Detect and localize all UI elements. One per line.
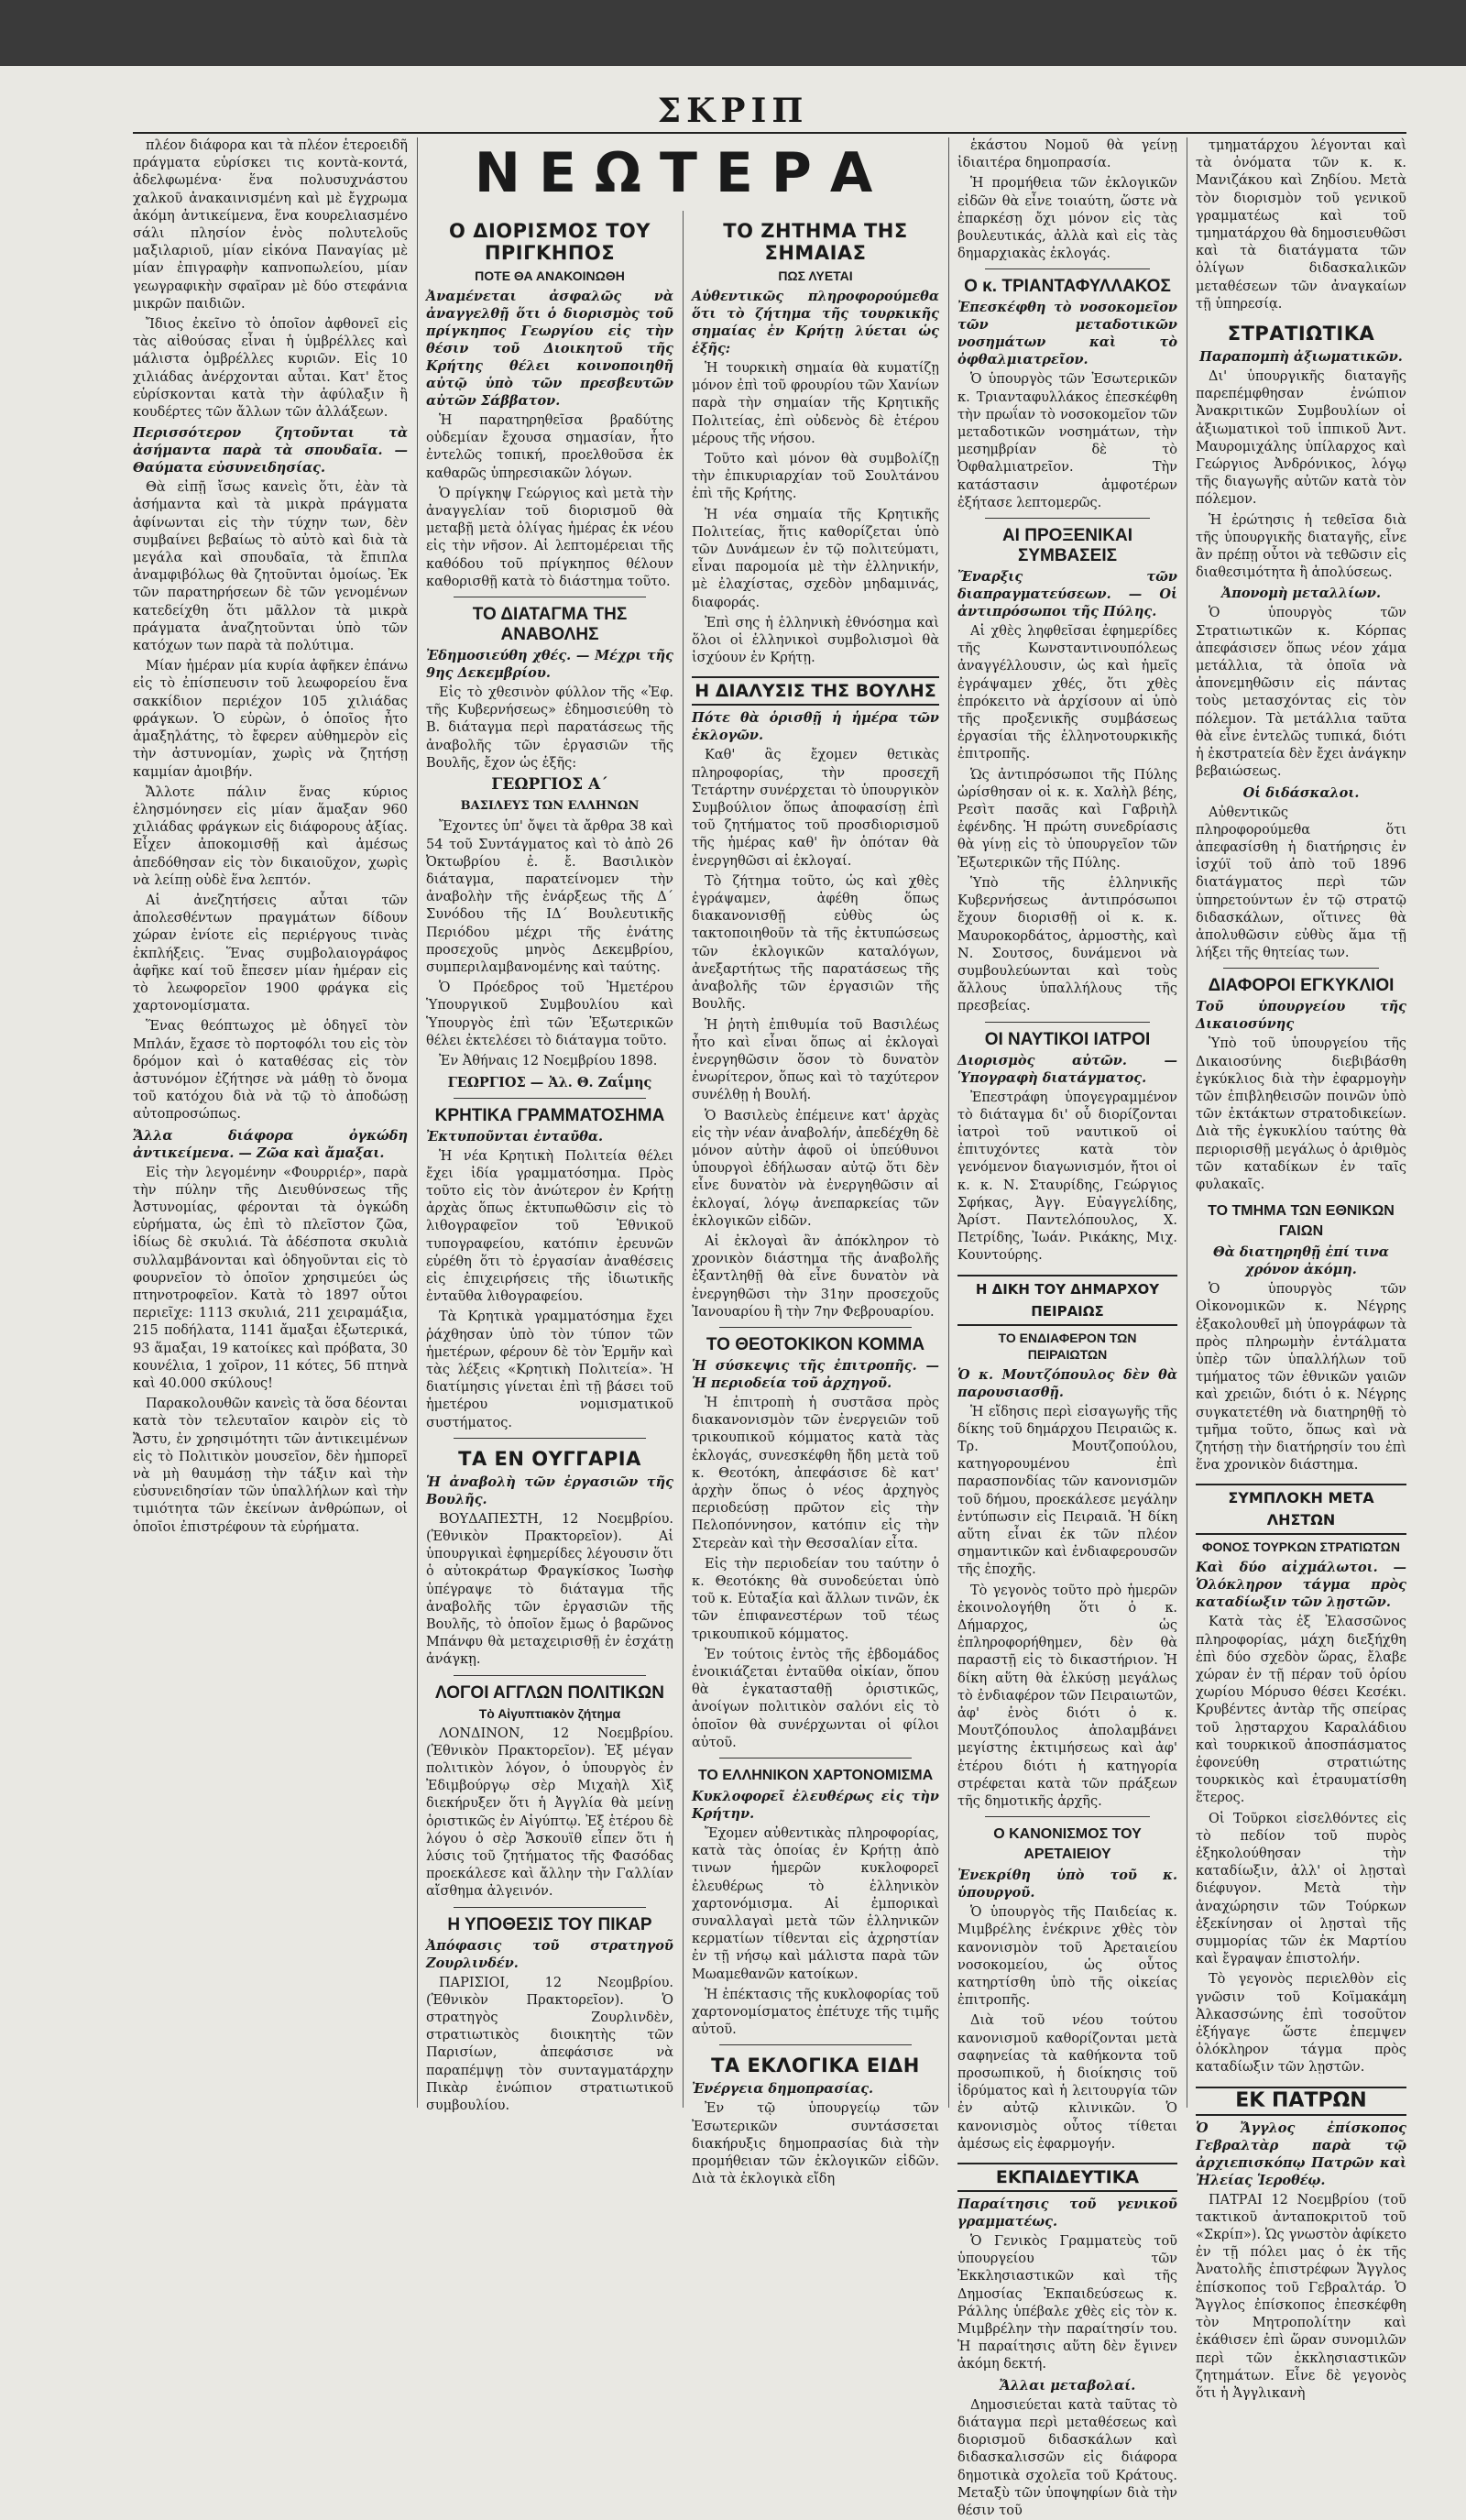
col3-paragraph: Τοῦτο καὶ μόνον θὰ συμβολίζῃ τὴν ἐπικυριαρχίαν τοῦ Σουλτάνου ἐπὶ τῆς Κρήτης. [692, 452, 939, 502]
col4-paragraph: Ἡ εἴδησις περὶ εἰσαγωγῆς τῆς δίκης τοῦ δημάρχου Πειραιῶς κ. Τρ. Μουτζοπούλου, κατηγορουμένου ἐπὶ παρασπονδίας τῶν κανονισμῶν τοῦ δήμου, προεκάλεσε μεγάλην ἐντύπωσιν εἰς Πειραιᾶ. Ἡ δίκη αὕτη εἶναι ἐκ τῶν πλέον σημαντικῶν καὶ ἐνδιαφερουσῶν τῆς ἐποχῆς. [957, 1404, 1177, 1578]
col3-paragraph: Ἡ νέα σημαία τῆς Κρητικῆς Πολιτείας, ἥτις καθορίζεται ὑπὸ τῶν Δυνάμεων ἐν τῷ πολιτεύματι, εἶναι παρομοία μὲ τὴν ἑλληνικήν, μὲ ἐλαχίστας, σχεδὸν μηδαμινάς, διαφοράς. [692, 507, 939, 610]
article-title-theotokis: ΤΟ ΘΕΟΤΟΚΙΚΟΝ ΚΟΜΜΑ [706, 1334, 925, 1354]
column-divider [683, 211, 684, 2108]
col5-paragraph: Αὐθεντικῶς πληροφορούμεθα ὅτι ἀπεφασίσθη ἡ διατήρησις ἐν ἰσχύϊ τοῦ ἀπὸ τοῦ 1896 διατάγματος περὶ τῶν ὑπηρετούντων ἐν τῷ στρατῷ διδασκάλων, οἵτινες θὰ ἀπολυθῶσιν εὐθὺς ἅμα τῇ λήξει τῆς θητείας των. [1196, 805, 1406, 961]
divider [985, 518, 1150, 519]
column-2 [426, 211, 673, 2114]
article-lede: Ἀπόφασις τοῦ στρατηγοῦ Ζουρλινδέν. [426, 1937, 673, 1971]
col4-paragraph: Ὁ ὑπουργὸς τῆς Παιδείας κ. Μιμβρέλης ἐνέκρινε χθὲς τὸν κανονισμὸν τοῦ Ἀρεταιείου νοσοκομείου, ὡς οὗτος κατηρτίσθη ὑπὸ τῆς οἰκείας ἐπιτροπῆς. [957, 1905, 1177, 2009]
article-title-brigands: ΣΥΜΠΛΟΚΗ ΜΕΤΑ ΛΗΣΤΩΝ [1196, 1484, 1406, 1535]
col4-paragraph: Ὑπὸ τῆς ἑλληνικῆς Κυβερνήσεως ἀντιπρόσωποι ἔχουν διορισθῇ οἱ κ. κ. Μαυροκορδάτος, ἀρμοστὴς, καὶ Ν. Σουτσος, δυνάμενοι νὰ συμβουλεύωνται καὶ τοὺς ἄλλους ὑπαλλήλους τῆς πρεσβείας. [957, 875, 1177, 1014]
article-lede: Παραίτησις τοῦ γενικοῦ γραμματέως. [957, 2197, 1177, 2230]
col5-paragraph: τμηματάρχου λέγονται καὶ τὰ ὀνόματα τῶν κ. κ. Μανιζάκου καὶ Ζηδίου. Μετὰ τὸν διορισμὸν τοῦ γενικοῦ γραμματέως καὶ τοῦ τμηματάρχου θὰ δημοσιευθῶσι καὶ τὰ διατάγματα τῶν ὀλίγων διδασκαλικῶν μεταθέσεων τῶν ἀναγκαίων τῇ ὑπηρεσίᾳ. [1196, 138, 1406, 312]
col4-paragraph: Αἱ χθὲς ληφθεῖσαι ἐφημερίδες τῆς Κωνσταντινουπόλεως ἀναγγέλλουσιν, ὡς καὶ ἡμεῖς ἐγράψαμεν χθές, ὅτι χθὲς ἐπρόκειτο νὰ ἀρχίσουν αἱ ὑπὸ τῆς προξενικῆς συμβάσεως ἐργασίαι τῆς ἑλληνοτουρκικῆς ἐπιτροπῆς. [957, 624, 1177, 762]
col1-subheading: Ἄλλα διάφορα ὀγκώδη ἀντικείμενα. — Ζῶα καὶ ἄμαξαι. [133, 1127, 408, 1161]
article-title-consular: ΑΙ ΠΡΟΞΕΝΙΚΑΙ ΣΥΜΒΑΣΕΙΣ [1001, 526, 1133, 566]
article-lede: Πότε θὰ ὁρισθῇ ἡ ἡμέρα τῶν ἐκλογῶν. [692, 710, 939, 744]
col4-paragraph: Δημοσιεύεται κατὰ ταῦτας τὸ διάταγμα περὶ μεταθέσεως καὶ διορισμοῦ διδασκάλων καὶ διδασκαλισσῶν εἰς διάφορα δημοτικὰ σχολεῖα τοῦ Κράτους. Μεταξὺ τῶν ὑποψηφίων διὰ τὴν θέσιν τοῦ [957, 2397, 1177, 2518]
article-subtitle: ΠΩΣ ΛΥΕΤΑΙ [778, 268, 853, 283]
col4-paragraph: Ἐπεστράφη ὑπογεγραμμένον τὸ διάταγμα δι' οὗ διορίζονται ἰατροὶ τοῦ ναυτικοῦ οἱ ἐπιτυχόντες κατὰ τὸν γενόμενον διαγωνισμόν, ἤτοι οἱ κ. κ. Ν. Σταυρίδης, Γεώργιος Σφήκας, Ἀγγ. Εὐαγγελίδης, Ἀρίστ. Παντελόπουλος, Χ. Πετρίδης, Ἰωάν. Ρικάκης, Μιχ. Κουντούρης. [957, 1090, 1177, 1264]
col1-paragraph: Ἄλλοτε πάλιν ἕνας κύριος ἐλησμόνησεν εἰς μίαν ἅμαξαν 960 χιλιάδας φράγκων εἰς διάφορους ἀξίας. Εἶχεν ἀποκομισθῇ καὶ ἀμέσως ἀπεδόθησαν εἰς τὸν δικαιοῦχον, χωρὶς νὰ λείπῃ οὐδὲ ἕνα λεπτόν. [133, 784, 408, 888]
col2-paragraph: Ἔχοντες ὑπ' ὄψει τὰ ἄρθρα 38 καὶ 54 τοῦ Συντάγματος καὶ τὸ ἀπὸ 26 Ὀκτωβρίου ἐ. ἔ. Βασιλικὸν διάταγμα, παρατείνομεν τὴν ἀναβολὴν τῆς ἐνάρξεως τῆς Δ΄ Συνόδου τῆς ΙΔ΄ Βουλευτικῆς Περιόδου μέχρι τῆς ἐνάτης προσεχοῦς μηνὸς Δεκεμβρίου, συμπεριλαμβανομένης καὶ ταύτης. [426, 819, 673, 976]
col4-paragraph: ἑκάστου Νομοῦ θὰ γείνῃ ἰδιαιτέρα δημοπρασία. [957, 138, 1177, 171]
article-title-mayor-trial: Η ΔΙΚΗ ΤΟΥ ΔΗΜΑΡΧΟΥ ΠΕΙΡΑΙΩΣ [957, 1275, 1177, 1326]
article-title-election-supplies: ΤΑ ΕΚΛΟΓΙΚΑ ΕΙΔΗ [711, 2054, 920, 2077]
king-title: ΒΑΣΙΛΕΥΣ ΤΩΝ ΕΛΛΗΝΩΝ [460, 799, 640, 814]
col5-paragraph: Δι' ὑπουργικῆς διαταγῆς παρεπέμφθησαν ἐνώπιον Ἀνακριτικῶν Συμβουλίων οἱ ἀξιωματικοὶ τοῦ ἱππικοῦ Ἀντ. Μαυρομιχάλης ὑπίλαρχος καὶ Γεώργιος Ἀνδρόνικος, λόγῳ τῆς διαγωγῆς αὐτῶν κατὰ τὸν πόλεμον. [1196, 369, 1406, 508]
article-lede: Ὁ Ἄγγλος ἐπίσκοπος Γεβραλτὰρ παρὰ τῷ ἀρχιεπισκόπῳ Πατρῶν καὶ Ἠλείας Ἱεροθέῳ. [1196, 2120, 1406, 2188]
decree-date: Ἐν Ἀθήναις 12 Νοεμβρίου 1898. [439, 1054, 658, 1069]
col1-subheading: Περισσότερον ζητοῦνται τὰ ἀσήμαντα παρὰ τὰ σπουδαῖα. — Θαύματα εὐσυνειδησίας. [133, 425, 408, 477]
col4-paragraph: Ὁ ὑπουργὸς τῶν Ἐσωτερικῶν κ. Τριανταφυλλάκος ἐπεσκέφθη τὴν πρωΐαν τὸ νοσοκομεῖον τῶν μεταδοτικῶν νοσημάτων, τὴν μεσημβρίαν δὲ τὸ Ὀφθαλμιατρεῖον. Τὴν κατάστασιν ἀμφοτέρων ἐξήτασε λεπτομερῶς. [957, 372, 1177, 510]
col3-paragraph: Καθ' ἃς ἔχομεν θετικὰς πληροφορίας, τὴν προσεχῆ Τετάρτην συνέρχεται τὸ ὑπουργικὸν Συμβούλιον ὅπως ἀποφασίσῃ ἐπὶ τοῦ ζητήματος τοῦ προσδιορισμοῦ τῆς ἡμέρας καθ' ἣν ὁπόταν θὰ ἐνεργηθῶσι αἱ ἐκλογαί. [692, 748, 939, 869]
col5-paragraph: Κατὰ τὰς ἐξ Ἐλασσῶνος πληροφορίας, μάχη διεξήχθη ἐπὶ δύο σχεδὸν ὥρας, ἔλαβε χώραν ἐν τῇ πέραν τοῦ ὁρίου χωρίου Μόρυσο θέσει Κεσέκι. Κρυβέντες ἀντὰρ τῆς σπείρας τοῦ λῃσταρχου Καραλάδιου καὶ τουρκικοῦ ἀποσπάσματος ἐφονεύθη στρατιώτης τουρκικὸς καὶ ἐτραυματίσθη ἕτερος. [1196, 1615, 1406, 1806]
col3-paragraph: Ἡ τουρκικὴ σημαία θὰ κυματίζῃ μόνον ἐπὶ τοῦ φρουρίου τῶν Χανίων παρὰ τὴν σημαίαν τῆς Κρητικῆς Πολιτείας, ἐπὶ οὐδενὸς δὲ ἑτέρου μέρους τῆς νήσου. [692, 361, 939, 446]
article-title-parliament: Η ΔΙΑΛΥΣΙΣ ΤΗΣ ΒΟΥΛΗΣ [692, 676, 939, 706]
article-lede: Αὐθεντικῶς πληροφορούμεθα ὅτι τὸ ζήτημα τῆς τουρκικῆς σημαίας ἐν Κρήτῃ λύεται ὡς ἑξῆς: [692, 289, 939, 356]
article-lede: Θὰ διατηρηθῇ ἐπί τινα χρόνον ἀκόμη. [1213, 1244, 1389, 1278]
article-title-triantafyllakos: Ο κ. ΤΡΙΑΝΤΑΦΥΛΛΑΚΟΣ [964, 277, 1171, 297]
banner-block [426, 137, 939, 209]
article-subtitle: ΠΟΤΕ ΘΑ ΑΝΑΚΟΙΝΩΘΗ [475, 268, 625, 283]
col1-paragraph: Ἴδιος ἐκεῖνο τὸ ὁποῖον ἀφθονεῖ εἰς τὰς αἰθούσας εἶναι ἡ ὑμβρέλλες καὶ μάλιστα ὀμβρέλλες κυριῶν. Εἰς 10 χιλιάδας ἀνέρχονται αὗται. Κατ' ἔτος εὑρίσκονται κατὰ τὴν ἀφύλαξιν ἢ κουδέρτες τῶν ἄλλων τῶν ἀλλάξεων. [133, 317, 408, 421]
col2-paragraph: ΠΑΡΙΣΙΟΙ, 12 Νεομβρίου. (Ἐθνικὸν Πρακτορεῖον). Ὁ στρατηγὸς Ζουρλινδὲν, στρατιωτικὸς διοικητὴς τῶν Παρισίων, ἀπεφάσισε νὰ παραπέμψῃ τὸν συνταγματάρχην Πικὰρ ἐνώπιον στρατιωτικοῦ συμβουλίου. [426, 1975, 673, 2114]
article-lede: Ἐκτυποῦνται ἐνταῦθα. [426, 1128, 604, 1145]
divider [454, 1907, 646, 1908]
divider [985, 1816, 1150, 1817]
article-title-decree: ΤΟ ΔΙΑΤΑΓΜΑ ΤΗΣ ΑΝΑΒΟΛΗΣ [472, 605, 628, 645]
col2-paragraph: Ὁ πρίγκηψ Γεώργιος καὶ μετὰ τὴν ἀναγγελίαν τοῦ διορισμοῦ θὰ μεταβῇ μετὰ ὀλίγας ἡμέρας ἐκ νέου εἰς τὴν νῆσον. Αἱ λεπτομέρειαι τῆς καθόδου τοῦ πρίγκηπος θέλουν καθορισθῇ κατὰ τὸ διάστημα τοῦτο. [426, 486, 673, 589]
col4-paragraph: Διὰ τοῦ νέου τούτου κανονισμοῦ καθορίζονται μετὰ σαφηνείας τὰ καθήκοντα τοῦ προσωπικοῦ, ἡ διοίκησις τοῦ ἱδρύματος καὶ ἡ λειτουργία τῶν ἐν αὐτῷ κλινικῶν. Ὁ κανονισμὸς οὗτος τίθεται ἀμέσως εἰς ἐφαρμογήν. [957, 2013, 1177, 2152]
col5-paragraph: Ὁ ὑπουργὸς τῶν Οἰκονομικῶν κ. Νέγρης ἐξακολουθεῖ μὴ ὑπογράφων τὰ πρὸς πληρωμὴν ἐντάλματα ὑπὲρ τῶν ὑπαλλήλων τοῦ τμήματος τῶν ἐθνικῶν γαιῶν καὶ χρειῶν, διότι ὁ κ. Νέγρης συγκατετέθη νὰ διατηρηθῇ τὸ τμῆμα τοῦτο, ὅπως καὶ νὰ ζητήσῃ τὴν διατήρησίν του ἐπὶ ἕνα χρονικὸν διάστημα. [1196, 1282, 1406, 1474]
col1-paragraph: πλέον διάφορα και τὰ πλέον ἑτεροειδῆ πράγματα εὑρίσκει τις κοντὰ-κοντά, ἀδελφωμένα· ἕνα πολυσυχνάστου χαλκοῦ ἀνακαινισμένη καὶ μὲ ἔγχρωμα ἀκόμη ἀντικείμενα, ἕνα κουρελιασμένο σάλι πλησίον ἑνὸς πολυτελοῦς μαξιλαριοῦ, μίαν εἰκόνα Παναγίας μὲ μίαν ἐπιγραφὴν καπνοπωλείου, μίαν γεωγραφικὴν σφαῖραν μὲ δύο στεφάνια μικρῶν παιδιῶν. [133, 138, 408, 312]
article-title-stamps: ΚΡΗΤΙΚΑ ΓΡΑΜΜΑΤΟΣΗΜΑ [434, 1105, 665, 1125]
article-subtitle: ΤΟ ΕΝΔΙΑΦΕΡΟΝ ΤΩΝ ΠΕΙΡΑΙΩΤΩΝ [998, 1330, 1137, 1362]
column-divider [948, 137, 949, 2108]
divider [985, 268, 1150, 269]
column-5 [1196, 137, 1406, 2401]
article-lede: Ἀπονομὴ μεταλλίων. [1220, 586, 1382, 602]
col5-paragraph: Τὸ γεγονὸς περιελθὸν εἰς γνῶσιν τοῦ Κοϊμακάμη Ἀλκασσώνης ἐπὶ τοσοῦτον ἐξήγαγε ὥστε ἐπεμψεν ὁλόκληρον τάγμα πρὸς καταδίωξιν τῶν λῃστῶν. [1196, 1972, 1406, 2076]
col3-paragraph: Εἰς τὴν περιοδείαν του ταύτην ὁ κ. Θεοτόκης θὰ συνοδεύεται ὑπὸ τοῦ κ. Εὐταξία καὶ ἄλλων τινῶν, ἐκ τῶν ἐπιφανεστέρων τοῦ τέως τρικουπικοῦ κόμματος. [692, 1556, 939, 1642]
scan-top-band [0, 0, 1466, 66]
article-title-banknote: ΤΟ ΕΛΛΗΝΙΚΟΝ ΧΑΡΤΟΝΟΜΙΣΜΑ [697, 1768, 934, 1784]
column-1 [133, 137, 408, 2108]
col2-paragraph: ΒΟΥΔΑΠΕΣΤΗ, 12 Νοεμβρίου. (Ἐθνικὸν Πρακτορεῖον). Αἱ ὑπουργικαὶ ἐφημερίδες λέγουσιν ὅτι ὁ αὐτοκράτωρ Φραγκίσκος Ἰωσὴφ ὑπέγραψε τὸ διάταγμα τῆς ἀναβολῆς τῶν ἐργασιῶν τῆς Βουλῆς, τὸ ὁποῖον ἔμως ὁ βαρῶνος Μπάνφυ θὰ μεταχειρισθῇ ἐν ἐσχάτῃ ἀνάγκῃ. [426, 1511, 673, 1668]
column-divider [417, 137, 418, 2108]
article-lede: Οἱ διδάσκαλοι. [1242, 784, 1360, 801]
col3-paragraph: Ἐν τῷ ὑπουργείῳ τῶν Ἐσωτερικῶν συντάσσεται διακήρυξις δημοπρασίας διὰ τὴν προμήθειαν τῶν ἐκλογικῶν εἰδῶν. Διὰ τὰ ἐκλογικὰ εἴδη [692, 2101, 939, 2187]
col3-paragraph: Αἱ ἐκλογαὶ ἂν ἀπόκληρον τὸ χρονικὸν διάστημα τῆς ἀναβολῆς ἐξαντληθῇ θὰ εἶνε δυνατὸν νὰ ἐνεργηθῶσι τὴν 31ην προσεχοῦς Ἰανουαρίου ἢ τὴν 7ην Φεβρουαρίου. [692, 1233, 939, 1320]
article-subtitle: Τὸ Αἰγυπτιακὸν ζήτημα [478, 1705, 621, 1721]
article-title-naval-doctors: ΟΙ ΝΑΥΤΙΚΟΙ ΙΑΤΡΟΙ [984, 1029, 1151, 1049]
banner-title: ΝΕΩΤΕΡΑ [474, 141, 892, 205]
decree-signature: ΓΕΩΡΓΙΟΣ — Ἀλ. Θ. Ζαΐμης [447, 1075, 652, 1091]
col4-paragraph: Ὁ Γενικὸς Γραμματεὺς τοῦ ὑπουργείου τῶν Ἐκκλησιαστικῶν καὶ τῆς Δημοσίας Ἐκπαιδεύσεως κ. Ράλλης ὑπέβαλε χθὲς εἰς τὸν κ. Μιμβρέλην τὴν παραίτησίν του. Ἡ παραίτησις αὕτη δὲν ἔγινεν ἀκόμη δεκτή. [957, 2234, 1177, 2372]
divider [1223, 968, 1379, 969]
col2-paragraph: Τὰ Κρητικὰ γραμματόσημα ἔχει ῥάχθησαν ὑπὸ τὸν τύπον τῶν ἡμετέρων, φέρουν δὲ τὸν Ἑρμῆν καὶ τὰς λέξεις «Κρητικὴ Πολιτεία». Ἡ διατίμησις γίνεται ἐπὶ τῇ βάσει τοῦ ἡμετέρου νομισματικοῦ συστήματος. [426, 1309, 673, 1430]
article-lede: Παραπομπὴ ἀξιωματικῶν. [1199, 349, 1403, 366]
col1-paragraph: Θὰ εἰπῇ ἴσως κανεὶς ὅτι, ἐὰν τὰ ἀσήμαντα καὶ τὰ μικρὰ πράγματα ἀφίνωνται εἰς τὴν τύχην των, δὲν συμβαίνει βεβαίως τὸ αὐτὸ καὶ διὰ τὰ μεγάλα καὶ σπουδαῖα, τὰ ἔπιπλα ἀναμφιβόλως θὰ ζητοῦνται ὁμοίως. Ἐκ τῶν παρατηρήσεων δὲ τῶν γενομένων κατεδείχθη ὅτι μᾶλλον τὰ μικρὰ πράγματα ἀναζητοῦνται ὑπὸ τῶν κατόχων των παρὰ τὰ πολύτιμα. [133, 480, 408, 654]
col4-paragraph: Ὡς ἀντιπρόσωποι τῆς Πύλης ὠρίσθησαν οἱ κ. κ. Χαλὴλ βέης, Ρεσὶτ πασᾶς καὶ Γαβριὴλ ἐφένδης. Ἡ πρώτη συνεδρίασις θὰ γίνῃ εἰς τὸ ὑπουργεῖον τῶν Ἐξωτερικῶν τῆς Πύλης. [957, 767, 1177, 871]
col5-paragraph: ΠΑΤΡΑΙ 12 Νοεμβρίου (τοῦ τακτικοῦ ἀνταποκριτοῦ τοῦ «Σκρίπ»). Ὡς γνωστὸν ἀφίκετο ἐν τῇ πόλει μας ὁ ἐκ τῆς Ἀνατολῆς ἐπιστρέφων Ἄγγλος ἐπίσκοπος τοῦ Γεβραλτάρ. Ὁ Ἄγγλος ἐπίσκοπος ἐπεσκέφθη τὸν Μητροπολίτην καὶ ἐκάθισεν ἐπὶ ὥραν συνομιλῶν περὶ τῶν ἐκκλησιαστικῶν ζητημάτων. Εἶνε δὲ γεγονὸς ὅτι ἡ Ἀγγλικανὴ [1196, 2192, 1406, 2401]
col5-paragraph: Ὑπὸ τοῦ ὑπουργείου τῆς Δικαιοσύνης διεβιβάσθη ἐγκύκλιος διὰ τὴν ἐφαρμογὴν τῶν ἐπιβληθεισῶν ποινῶν ὑπὸ τῶν ἐκτάκτων στρατοδικείων. Διὰ τῆς ἐγκυκλίου ταύτης θὰ περιορισθῇ μεγάλως ὁ ἀριθμὸς τῶν καταδίκων ἐν ταῖς φυλακαῖς. [1196, 1036, 1406, 1192]
article-title-patras: ΕΚ ΠΑΤΡΩΝ [1196, 2087, 1406, 2116]
masthead: ΣΚΡΙΠ [657, 92, 809, 130]
article-lede: Ἐνεκρίθη ὑπὸ τοῦ κ. ὑπουργοῦ. [957, 1868, 1177, 1901]
article-lede: Διορισμὸς αὐτῶν. — Ὑπογραφὴ διατάγματος. [957, 1052, 1177, 1086]
col3-paragraph: Ἔχομεν αὐθεντικὰς πληροφορίας, κατὰ τὰς ὁποίας ἐν Κρήτῃ ἀπὸ τινων ἡμερῶν κυκλοφορεῖ ἐλευθέρως τὸ ἑλληνικὸν χαρτονόμισμα. Αἱ ἐμπορικαὶ συναλλαγαὶ μετὰ τῶν ἑλληνικῶν κερματίων τίθενται εἰς ἀχρηστίαν ἐν τῇ νήσῳ καὶ μάλιστα παρὰ τῶν Μωαμεθανῶν κατοίκων. [692, 1826, 939, 1982]
col3-paragraph: Ἐν τούτοις ἐντὸς τῆς ἑβδομάδος ἐνοικιάζεται ἐνταῦθα οἰκίαν, ὅπου θὰ ἐγκατασταθῇ ὁριστικῶς, ἀνοίγων πολιτικὸν σαλόνι εἰς τὸ ὁποῖον θὰ συνέρχωνται οἱ φίλοι αὐτοῦ. [692, 1647, 939, 1750]
col5-paragraph: Οἱ Τοῦρκοι εἰσελθόντες εἰς τὸ πεδίον τοῦ πυρὸς ἐξηκολούθησαν τὴν καταδίωξιν, ἀλλ' οἱ λῃσταὶ διέφυγον. Μετὰ τὴν ἀναχώρησιν τῶν Τούρκων ἐξεκίνησαν οἱ λῃσταὶ τῆς συμμορίας τῶν ἐκ Μαρτίου καὶ ἔγραψαν ἐπιστολήν. [1196, 1811, 1406, 1967]
col1-paragraph: Αἱ ἀνεζητήσεις αὗται τῶν ἀπολεσθέντων πραγμάτων δίδουν χώραν ἐνίοτε εἰς περιέργους τινὰς ἐκπλήξεις. Ἕνας συμβολαιογράφος ἀφῆκε καί τοῦ ἔπεσεν μίαν ἡμέραν εἰς τὸ λεωφορεῖον 1900 φράγκα εἰς χαρτονομίσματα. [133, 893, 408, 1014]
article-lede: Ἀναμένεται ἀσφαλῶς νὰ ἀναγγελθῇ ὅτι ὁ διορισμὸς τοῦ πρίγκηπος Γεωργίου εἰς τὴν θέσιν τοῦ Διοικητοῦ τῆς Κρήτης θέλει κοινοποιηθῆ αὐτῷ ὑπὸ τῶν πρεσβευτῶν αὐτῶν Σάββατον. [426, 289, 673, 409]
col4-paragraph: Ἡ προμήθεια τῶν ἐκλογικῶν εἰδῶν θὰ εἶνε τοιαύτη, ὥστε νὰ ἐπαρκέσῃ ὄχι μόνον εἰς τὰς βουλευτικάς, ἀλλὰ καὶ εἰς τὰς δημαρχιακὰς ἐκλογάς. [957, 176, 1177, 262]
col5-paragraph: Ἡ ἐρώτησις ἡ τεθεῖσα διὰ τῆς ὑπουργικῆς διαταγῆς, εἶνε ἂν πρέπῃ οὗτοι νὰ τεθῶσιν εἰς διαθεσιμότητα ἢ ἀπολύσεως. [1196, 512, 1406, 581]
article-title-prince: Ο ΔΙΟΡΙΣΜΟΣ ΤΟΥ ΠΡΙΓΚΗΠΟΣ [449, 220, 651, 264]
divider [454, 1098, 646, 1099]
article-lede: Κυκλοφορεῖ ἐλευθέρως εἰς τὴν Κρήτην. [692, 1789, 939, 1823]
article-lede: Ἔναρξις τῶν διαπραγματεύσεων. — Οἱ ἀντιπρόσωποι τῆς Πύλης. [957, 569, 1177, 620]
article-title-picquart: Η ΥΠΟΘΕΣΙΣ ΤΟΥ ΠΙΚΑΡ [447, 1914, 652, 1934]
divider [985, 1022, 1150, 1023]
col3-paragraph: Ἐπὶ σης ἡ ἑλληνικὴ ἐθνόσημα καὶ ὅλοι οἱ ἑλληνικοὶ συμβολισμοὶ θὰ ἰσχύουν ἐν Κρήτῃ. [692, 615, 939, 666]
col5-paragraph: Ὁ ὑπουργὸς τῶν Στρατιωτικῶν κ. Κόρπας ἀπεφάσισεν ὅπως νέον χάμα μετάλλια, τὰ ὁποῖα νὰ ἀπονεμηθῶσιν εἰς πάντας τοὺς μετασχόντας εἰς τὸν πόλεμον. Τὰ μετάλλια ταῦτα θὰ εἶνε ἐντελῶς τυπικά, διότι ἡ ἐκστρατεία δὲν ἔχει ἀνάγκην βεβαιώσεως. [1196, 606, 1406, 780]
col1-paragraph: Ἕνας θεόπτωχος μὲ ὁδηγεῖ τὸν Μπλάν, ἔχασε τὸ πορτοφόλι του εἰς τὸν δρόμον καὶ ὁ καταθέσας εἰς τὸν ἀστυνόμον ἐζήτησε νὰ μάθῃ τὸ ὄνομα τοῦ κατόχου διὰ νὰ τῷ τὸ ἀποδώσῃ αὐτοπροσώπως. [133, 1019, 408, 1123]
divider [454, 1438, 646, 1439]
col2-paragraph: Ἡ νέα Κρητικὴ Πολιτεία θέλει ἔχει ἰδία γραμματόσημα. Πρὸς τοῦτο εἰς τὸν ἀνώτερον ἐν Κρήτῃ ἀρχὰς ὅπως ἐκτυπωθῶσιν εἰς τὸ λιθογραφεῖον τοῦ Ἑθνικοῦ τυπογραφείου, κατόπιν ἐρευνῶν εὑρέθη ὅτι τὸ ἐργασίαν ἀναθέσεις εἰς ἐπιχειρήσεις τῆς ἰδιωτικῆς ἐνταῦθα λιθογραφείου. [426, 1148, 673, 1305]
article-title-national-lands: ΤΟ ΤΜΗΜΑ ΤΩΝ ΕΘΝΙΚΩΝ ΓΑΙΩΝ [1208, 1203, 1395, 1240]
column-3 [692, 211, 939, 2187]
col2-paragraph: Εἰς τὸ χθεσινὸν φύλλον τῆς «Ἐφ. τῆς Κυβερνήσεως» ἐδημοσιεύθη τὸ Β. διάταγμα περὶ παρατάσεως τῆς ἀναβολῆς τῶν ἐργασιῶν τῆς Βουλῆς, ἔχον ὡς ἑξῆς: [426, 685, 673, 771]
article-subtitle: ΦΟΝΟΣ ΤΟΥΡΚΩΝ ΣΤΡΑΤΙΩΤΩΝ [1202, 1539, 1400, 1555]
col3-paragraph: Ἡ ἐπέκτασις τῆς κυκλοφορίας τοῦ χαρτονομίσματος ἐπέτυχε τῆς τιμῆς αὐτοῦ. [692, 1987, 939, 2038]
col1-paragraph: Εἰς τὴν λεγομένην «Φουρριέρ», παρὰ τὴν πύλην τῆς Διευθύνσεως τῆς Ἀστυνομίας, φέρονται τὰ ὀγκώδη εὑρήματα, ὡς ἐπὶ τὸ πλεῖστον ζῶα, ἰδίως δὲ σκυλιά. Τὰ ἀδέσποτα σκυλιὰ συλλαμβάνονται καὶ ὁδηγοῦνται εἰς τὸ φουρνεῖον τὸ ὁποῖον χρησιμεύει ὡς πτηνοτροφεῖον. Κατὰ τὸ 1897 οὗτοι περιεῖχε: 1113 σκυλιά, 211 χειραμάξια, 215 ποδήλατα, 1141 ἄμαξαι ἐξωτερικά, 93 ἅμαξαι, 19 κατοίκες καὶ πρόβατα, 30 κουνέλια, 1 χοῖρον, 11 κότες, 56 πτηνὰ καὶ 40.000 σκύλους! [133, 1165, 408, 1391]
article-lede: Ἡ ἀναβολὴ τῶν ἐργασιῶν τῆς Βουλῆς. [426, 1474, 673, 1507]
article-title-military: ΣΤΡΑΤΙΩΤΙΚΑ [1227, 323, 1375, 345]
col1-paragraph: Μίαν ἡμέραν μία κυρία ἀφῆκεν ἐπάνω εἰς τὸ ἐπίσπευσιν τοῦ λεωφορείου ἕνα σακκίδιον περιέχον 105 χιλιάδας φράγκων. Ὁ εὑρὼν, ὁ ὁποῖος ἦτο ἁμαξηλάτης, τὸ ἔφερεν αὐθημερὸν εἰς τὴν ἀστυνομίαν, χωρὶς νὰ ζητήσῃ καμμίαν ἀμοιβήν. [133, 659, 408, 780]
col3-paragraph: Ὁ Βασιλεὺς ἐπέμεινε κατ' ἀρχὰς εἰς τὴν νέαν ἀναβολήν, ἀπεδέχθη δὲ μόνον αὐτὴν ἀφοῦ οἱ ὑπεύθυνοι ὑπουργοὶ ἐδήλωσαν αὐτῷ ὅτι δὲν εἶνε δυνατὸν νὰ ἐνεργηθῶσιν αἱ ἐκλογαί, λόγῳ ἀνεπαρκείας τῶν ἐκλογικῶν εἰδῶν. [692, 1108, 939, 1229]
col3-paragraph: Ἡ ῥητὴ ἐπιθυμία τοῦ Βασιλέως ἦτο καὶ εἶναι ὅπως αἱ ἐκλογαὶ ἐνεργηθῶσιν ὅσον τὸ δυνατὸν ἐνωρίτερον, ὅπως καὶ τὸ ταχύτερον συνέλθῃ ἡ Βουλή. [692, 1017, 939, 1103]
article-lede: Ἐπεσκέφθη τὸ νοσοκομεῖον τῶν μεταδοτικῶν νοσημάτων καὶ τὸ ὀφθαλμιατρεῖον. [957, 300, 1177, 368]
col2-paragraph: ΛΟΝΔΙΝΟΝ, 12 Νοεμβρίου. (Ἐθνικὸν Πρακτορεῖον). Ἐξ μέγαν πολιτικὸν λόγον, ὁ ὑπουργὸς ἐν Ἐδιμβούργῳ σὲρ Μιχαὴλ Χὶξ διεκήρυξεν ὅτι ἡ Ἀγγλία θὰ μείνῃ ὁριστικῶς ἐν Αἰγύπτῳ. Ἐξ ἑτέρου δὲ λόγου ὁ σὲρ Ἄσκουϊθ εἶπεν ὅτι ἡ λύσις τοῦ ζητήματος τῆς Φασόδας προεκάλεσε καὶ ἄλλην τὴν Γαλλίαν αἴσθημα ἀλγεινόν. [426, 1726, 673, 1900]
article-lede: Ἡ σύσκεψις τῆς ἐπιτροπῆς. — Ἡ περιοδεία τοῦ ἀρχηγοῦ. [692, 1357, 939, 1391]
article-title-flag: ΤΟ ΖΗΤΗΜΑ ΤΗΣ ΣΗΜΑΙΑΣ [723, 220, 908, 264]
article-lede: Τοῦ ὑπουργείου τῆς Δικαιοσύνης [1196, 999, 1406, 1033]
article-title-education: ΕΚΠΑΙΔΕΥΤΙΚΑ [957, 2163, 1177, 2192]
article-lede: Ἄλλαι μεταβολαί. [999, 2377, 1136, 2394]
article-title-english: ΛΟΓΟΙ ΑΓΓΛΩΝ ΠΟΛΙΤΙΚΩΝ [435, 1682, 664, 1703]
king-name: ΓΕΩΡΓΙΟΣ Α΄ [491, 775, 608, 794]
divider [719, 1327, 912, 1328]
col1-paragraph: Παρακολουθῶν κανεὶς τὰ ὅσα δέονται κατὰ τὸν τελευταῖον καιρὸν εἰς τὸ Ἄστυ, ἐν χρησιμότητι τῶν ἀντικειμένων εἰς τὸ Πολιτικὸν μουσεῖον, δὲν ἠμπορεῖ νὰ μὴ θαυμάσῃ τὴν τάξιν καὶ τὴν εὐσυνειδησίαν τῶν ὑπαλλήλων καὶ τὴν τιμιότητα τῶν ἐκείνων ἀνθρώπων, οἱ ὁποῖοι ἐπιστρέφουν τὰ εὑρήματα. [133, 1397, 408, 1535]
col4-paragraph: Τὸ γεγονὸς τοῦτο πρὸ ἡμερῶν ἐκοινολογήθη ὅτι ὁ κ. Δήμαρχος, ὡς ἐπληροφορήθημεν, δὲν θὰ παραστῇ εἰς τὸ δικαστήριον. Ἡ δίκη αὕτη θὰ ἑλκύσῃ μεγάλως τὸ ἐνδιαφέρον τῶν Πειραιωτῶν, ἀφ' ἑνὸς διότι ὁ κ. Μουτζόπουλος ἀπολαμβάνει μεγίστης ἐκτιμήσεως καὶ ἀφ' ἑτέρου διότι ἡ κατηγορία στρέφεται κατὰ τῶν πράξεων τῆς δημοτικῆς ἀρχῆς. [957, 1583, 1177, 1810]
col2-paragraph: Ἡ παρατηρηθεῖσα βραδύτης οὐδεμίαν ἔχουσα σημασίαν, ἦτο ἐντελῶς τοπική, προελθοῦσα ἐκ καθαρῶς ὑπηρεσιακῶν λόγων. [426, 413, 673, 481]
article-lede: Ὁ κ. Μουτζόπουλος δὲν θὰ παρουσιασθῇ. [957, 1366, 1177, 1400]
article-title-aretaieio: Ο ΚΑΝΟΝΙΣΜΟΣ ΤΟΥ ΑΡΕΤΑΙΕΙΟΥ [993, 1826, 1142, 1863]
divider [719, 2044, 912, 2045]
article-title-hungary: ΤΑ ΕΝ ΟΥΓΓΑΡΙΑ [458, 1447, 641, 1470]
article-title-circulars: ΔΙΑΦΟΡΟΙ ΕΓΚΥΚΛΙΟΙ [1208, 976, 1395, 996]
column-4 [957, 137, 1177, 2518]
col3-paragraph: Τὸ ζήτημα τοῦτο, ὡς καὶ χθὲς ἐγράψαμεν, ἀφέθη ὅπως διακανονισθῇ εὐθὺς ὡς τακτοποιηθοῦν τὰ τῆς ἐκτυπώσεως τῶν ἐκλογικῶν καταλόγων, ἀνεξαρτήτως τῆς παρατάσεως τῆς ἀναβολῆς τῶν ἐργασιῶν τῆς Βουλῆς. [692, 873, 939, 1013]
article-lede: Ἐνέργεια δημοπρασίας. [692, 2081, 874, 2098]
col3-paragraph: Ἡ ἐπιτροπὴ ἡ συστᾶσα πρὸς διακανονισμὸν τῶν ἐνεργειῶν τοῦ τρικουπικοῦ κόμματος κατὰ τὰς ἐκλογάς, συνεσκέφθη ἤδη μετὰ τοῦ κ. Θεοτόκη, ἀπεφάσισε δὲ κατ' ἀρχὴν ὅπως ὁ νέος ἀρχηγὸς περιοδεύσῃ πρῶτον εἰς τὴν Πελοπόννησον, κατόπιν εἰς τὴν Στερεὰν καὶ τὴν Θεσσαλίαν εἶτα. [692, 1395, 939, 1551]
masthead-rule [133, 132, 1406, 134]
divider [719, 1758, 912, 1759]
article-lede: Ἐδημοσιεύθη χθές. — Μέχρι τῆς 9ης Δεκεμβρίου. [426, 648, 673, 682]
article-lede: Καὶ δύο αἰχμάλωτοι. — Ὁλόκληρον τάγμα πρὸς καταδίωξιν τῶν λῃστῶν. [1196, 1560, 1406, 1611]
divider [454, 1675, 646, 1676]
col2-paragraph: Ὁ Πρόεδρος τοῦ Ἡμετέρου Ὑπουργικοῦ Συμβουλίου καὶ Ὑπουργὸς ἐπὶ τῶν Ἐξωτερικῶν θέλει ἐκτελέσει τὸ διάταγμα τοῦτο. [426, 981, 673, 1048]
